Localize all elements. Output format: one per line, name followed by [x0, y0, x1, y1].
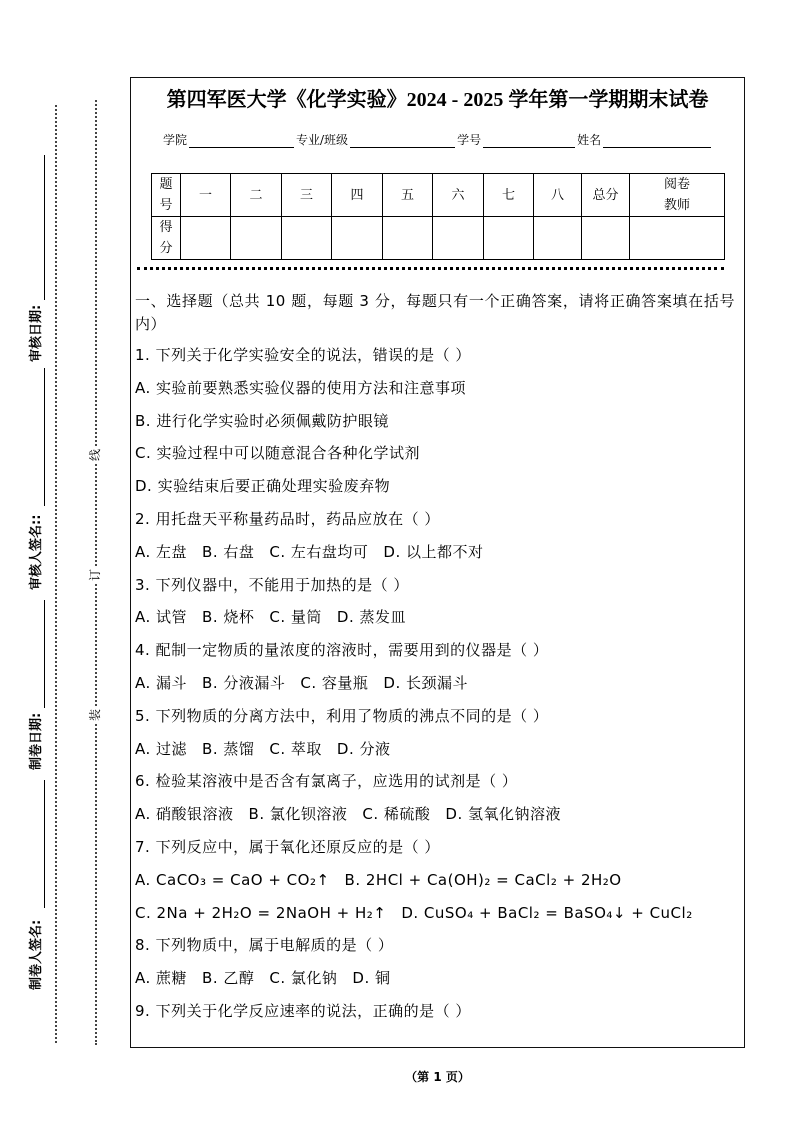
student-info-line — [163, 132, 713, 148]
question-5-stem: 5. 下列物质的分离方法中，利用了物质的沸点不同的是（ ） — [135, 706, 549, 725]
question-4-option-b: B. 分液漏斗 — [202, 673, 286, 692]
info-label-major-class: 专业/班级 — [296, 133, 349, 147]
paper-make-date-field — [29, 600, 45, 770]
info-label-student-id: 学号 — [457, 133, 482, 147]
question-1-option-b: B. 进行化学实验时必须佩戴防护眼镜 — [135, 411, 389, 430]
header-cell: 三 — [282, 174, 332, 217]
header-cell: 四 — [332, 174, 383, 217]
question-8-option-c: C. 氯化钠 — [269, 969, 338, 988]
question-7-stem: 7. 下列反应中，属于氧化还原反应的是（ ） — [135, 837, 440, 856]
option-line — [135, 962, 735, 995]
question-1-option-c: C. 实验过程中可以随意混合各种化学试剂 — [135, 444, 421, 463]
header-cell — [152, 174, 181, 217]
question-7-option-c: C. 2Na + 2H₂O = 2NaOH + H₂↑ — [135, 903, 387, 922]
score-cell — [433, 217, 484, 260]
question-9-stem: 9. 下列关于化学反应速率的说法，正确的是（ ） — [135, 1001, 471, 1020]
sign-label: 制卷人签名: — [29, 919, 44, 990]
question-8-stem: 8. 下列物质中，属于电解质的是（ ） — [135, 936, 394, 955]
score-table-header-row — [152, 174, 725, 217]
question-6-option-a: A. 硝酸银溶液 — [135, 805, 234, 824]
question-3 — [135, 569, 735, 635]
paper-maker-signature-field — [29, 780, 45, 990]
question-2 — [135, 503, 735, 569]
question-5-option-d: D. 分液 — [336, 739, 391, 758]
header-cell-label: 阅卷教师 — [663, 177, 690, 213]
question-6-option-c: C. 稀硫酸 — [362, 805, 431, 824]
option-line — [135, 470, 735, 503]
question-4-option-c: C. 容量瓶 — [300, 673, 369, 692]
option-line — [135, 601, 735, 634]
question-3-stem: 3. 下列仪器中，不能用于加热的是（ ） — [135, 575, 409, 594]
binding-margin — [20, 85, 110, 1060]
question-3-option-d: D. 蒸发皿 — [336, 608, 406, 627]
question-1-option-a: A. 实验前要熟悉实验仪器的使用方法和注意事项 — [135, 378, 467, 397]
sign-blank — [29, 155, 45, 300]
sign-blank — [29, 600, 45, 708]
score-row-label: 得分 — [159, 220, 173, 256]
reviewer-signature-field — [29, 368, 45, 590]
score-cell — [582, 217, 630, 260]
score-table-score-row — [152, 217, 725, 260]
header-cell: 七 — [484, 174, 534, 217]
option-line — [135, 372, 735, 405]
header-cell: 一 — [181, 174, 231, 217]
dotted-separator — [137, 267, 724, 270]
question-4 — [135, 634, 735, 700]
question-list — [135, 339, 735, 1028]
section-heading: 一、选择题（总共 10 题，每题 3 分，每题只有一个正确答案，请将正确答案填在括号内） — [135, 292, 735, 333]
question-1-option-d: D. 实验结束后要正确处理实验废弃物 — [135, 477, 391, 496]
option-line — [135, 536, 735, 569]
option-line — [135, 864, 735, 897]
question-2-option-d: D. 以上都不对 — [383, 542, 484, 561]
binding-mark-ding: 订 — [87, 566, 103, 584]
question-1-stem: 1. 下列关于化学实验安全的说法，错误的是（ ） — [135, 346, 471, 364]
question-6-stem: 6. 检验某溶液中是否含有氯离子，应选用的试剂是（ ） — [135, 772, 518, 791]
info-label-name: 姓名 — [577, 133, 602, 147]
header-cell: 二 — [231, 174, 282, 217]
score-cell — [181, 217, 231, 260]
review-date-field — [29, 155, 45, 362]
question-4-option-d: D. 长颈漏斗 — [383, 673, 468, 692]
option-line — [135, 897, 735, 930]
sign-blank — [29, 368, 45, 506]
question-5-option-a: A. 过滤 — [135, 739, 188, 758]
question-8 — [135, 929, 735, 995]
question-5 — [135, 700, 735, 766]
question-6-option-d: D. 氢氧化钠溶液 — [445, 805, 561, 824]
question-6-option-b: B. 氯化钡溶液 — [248, 805, 348, 824]
question-7-option-a: A. CaCO₃ = CaO + CO₂↑ — [135, 870, 330, 889]
score-cell — [282, 217, 332, 260]
score-cell — [534, 217, 582, 260]
header-cell: 六 — [433, 174, 484, 217]
question-9 — [135, 995, 735, 1028]
score-cell — [231, 217, 282, 260]
question-2-option-b: B. 右盘 — [202, 542, 255, 561]
question-7-option-b: B. 2HCl + Ca(OH)₂ = CaCl₂ + 2H₂O — [344, 870, 622, 889]
option-line — [135, 733, 735, 766]
outer-dotted-line — [55, 105, 57, 1043]
info-blank-name — [603, 132, 711, 148]
header-cell — [630, 174, 725, 217]
option-line — [135, 798, 735, 831]
question-3-option-b: B. 烧杯 — [202, 608, 255, 627]
info-blank-student-id — [483, 132, 575, 148]
question-3-option-a: A. 试管 — [135, 608, 188, 627]
score-row-label-cell — [152, 217, 181, 260]
question-4-option-a: A. 漏斗 — [135, 673, 188, 692]
info-blank-major-class — [350, 132, 455, 148]
score-table — [151, 173, 725, 260]
option-line — [135, 437, 735, 470]
question-7-option-d: D. CuSO₄ + BaCl₂ = BaSO₄↓ + CuCl₂ — [401, 903, 693, 922]
binding-mark-xian: 线 — [87, 446, 103, 464]
exam-title: 第四军医大学《化学实验》2024 - 2025 学年第一学期期末试卷 — [166, 89, 709, 111]
sign-label: 制卷日期: — [29, 712, 44, 770]
question-7 — [135, 831, 735, 929]
question-2-stem: 2. 用托盘天平称量药品时，药品应放在（ ） — [135, 509, 440, 528]
header-cell: 总分 — [582, 174, 630, 217]
question-6 — [135, 765, 735, 831]
question-8-option-a: A. 蔗糖 — [135, 969, 188, 988]
score-cell — [484, 217, 534, 260]
option-line — [135, 405, 735, 438]
option-line — [135, 667, 735, 700]
question-2-option-c: C. 左右盘均可 — [269, 542, 369, 561]
question-3-option-c: C. 量筒 — [269, 608, 322, 627]
header-cell-label: 题号 — [159, 177, 173, 213]
info-blank-college — [189, 132, 294, 148]
binding-mark-zhuang: 装 — [87, 706, 103, 724]
header-cell: 八 — [534, 174, 582, 217]
score-cell — [630, 217, 725, 260]
sign-label: 审核人签名:: — [29, 514, 44, 590]
question-2-option-a: A. 左盘 — [135, 542, 188, 561]
sign-blank — [29, 780, 45, 908]
question-4-stem: 4. 配制一定物质的量浓度的溶液时，需要用到的仪器是（ ） — [135, 641, 549, 660]
sign-label: 审核日期: — [29, 304, 44, 362]
question-5-option-b: B. 蒸馏 — [202, 739, 255, 758]
score-cell — [383, 217, 433, 260]
header-cell: 五 — [383, 174, 433, 217]
question-5-option-c: C. 萃取 — [269, 739, 322, 758]
question-8-option-b: B. 乙醇 — [202, 969, 255, 988]
info-label-college: 学院 — [163, 133, 188, 147]
page-number: （第 1 页） — [405, 1070, 470, 1084]
question-8-option-d: D. 铜 — [352, 969, 391, 988]
question-1 — [135, 339, 735, 503]
score-cell — [332, 217, 383, 260]
